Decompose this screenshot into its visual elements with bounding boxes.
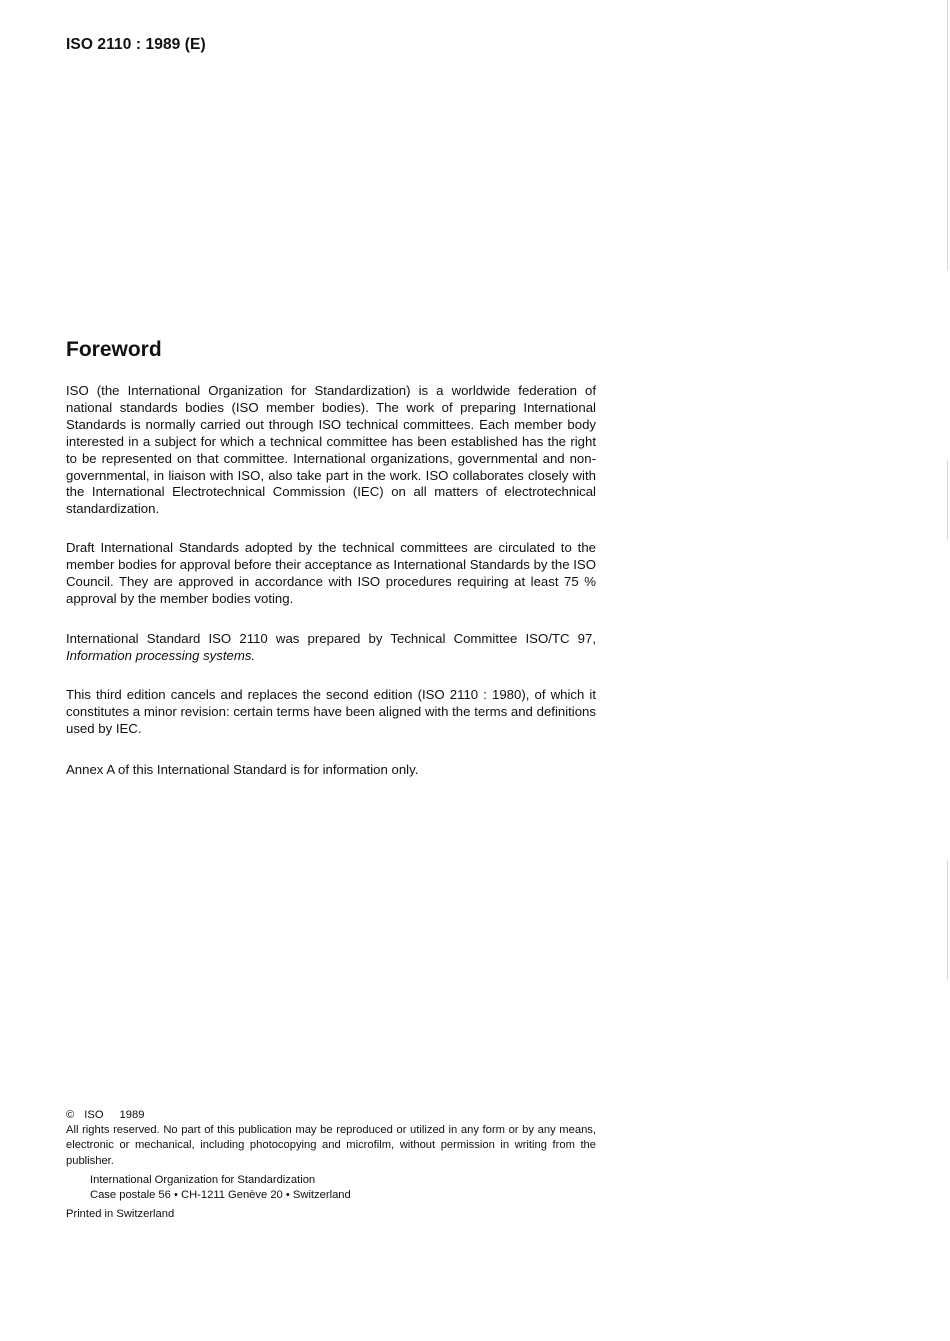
address-line-1: International Organization for Standardization [90, 1173, 316, 1186]
foreword-paragraph-5: Annex A of this International Standard is for information only. [66, 762, 419, 777]
publisher-address [90, 1173, 596, 1203]
copyright-year: 1989 [119, 1109, 145, 1121]
committee-title: Information processing systems. [66, 647, 256, 663]
document-id-header: ISO 2110 : 1989 (E) [66, 36, 206, 53]
page-title: Foreword [66, 338, 162, 361]
paragraph-3-text: International Standard ISO 2110 was prepared by Technical Committee ISO/TC 97, [66, 631, 596, 646]
address-line-2: Case postale 56 • CH-1211 Genève 20 • Switzerland [90, 1189, 351, 1202]
printed-in: Printed in Switzerland [66, 1208, 175, 1221]
copyright-footer [66, 1108, 596, 1222]
scan-edge-mark [947, 860, 948, 980]
foreword-paragraph-3 [66, 631, 596, 665]
copyright-symbol: © [66, 1109, 75, 1121]
scan-edge-mark [947, 0, 948, 270]
copyright-org: ISO [84, 1109, 104, 1121]
foreword-paragraph-4: This third edition cancels and replaces the second edition (ISO 2110 : 1980), of which it constitutes a minor revision: certain terms have been aligned with the terms and definitions used by IEC. [66, 687, 596, 736]
foreword-paragraph-1: ISO (the International Organization for Standardization) is a worldwide federation of national standards bodies (ISO member bodies). The work of preparing International Standards is normally carried out through ISO technical committees. Each member body interested in a subject for which a technical committee has been established has the right to be represented on that committee. International organizations, governmental and non-governmental, in liaison with ISO, also take part in the work. ISO collaborates closely with the International Electrotechnical Commission (IEC) on all matters of electrotechnical standardization. [66, 383, 596, 517]
foreword-paragraph-2: Draft International Standards adopted by the technical committees are circulated to the member bodies for approval before their acceptance as International Standards by the ISO Council. They are approved in accordance with ISO procedures requiring at least 75 % approval by the member bodies voting. [66, 540, 596, 606]
rights-statement: All rights reserved. No part of this publication may be reproduced or utilized in any form or by any means, electronic or mechanical, including photocopying and microfilm, without permission in writing from the publisher. [66, 1124, 596, 1167]
scan-edge-mark [947, 460, 948, 540]
copyright-line [66, 1108, 596, 1123]
